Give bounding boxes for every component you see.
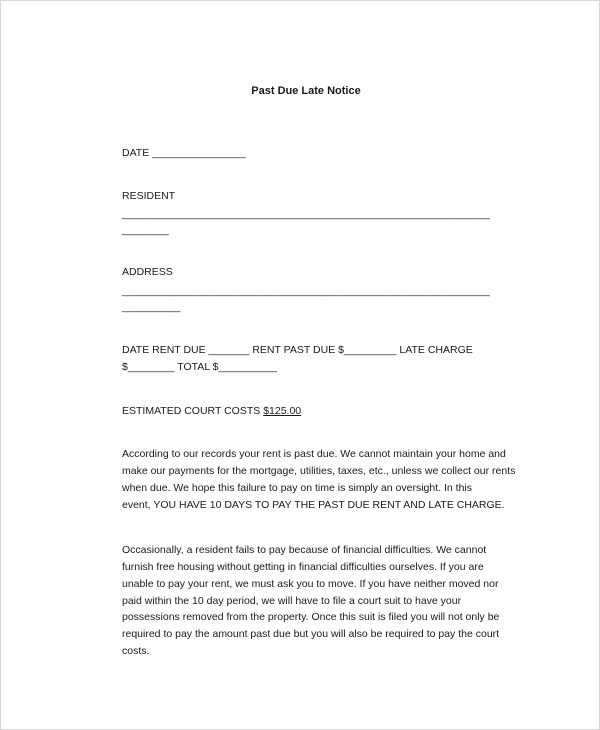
paragraph-2-line: unable to pay your rent, we must ask you to move. If you have neither moved nor xyxy=(122,578,499,590)
date-field-line: DATE ________________ xyxy=(122,147,246,159)
paragraph-2-line: costs. xyxy=(122,645,150,657)
paragraph-1-line: make our payments for the mortgage, utilities, taxes, etc., unless we collect our rents xyxy=(122,465,516,477)
resident-blank-line: _______________________________________________________________ xyxy=(122,208,490,220)
paragraph-2-line: paid within the 10 day period, we will have to file a court suit to have your xyxy=(122,595,462,607)
resident-blank-line: ________ xyxy=(122,224,169,236)
address-label: ADDRESS xyxy=(122,266,173,278)
address-blank-line: _______________________________________________________________ xyxy=(122,285,490,297)
address-blank-line: __________ xyxy=(122,301,181,313)
paragraph-2-line: required to pay the amount past due but you will also be required to pay the court xyxy=(122,628,500,640)
paragraph-2-line: possessions removed from the property. Once this suit is filed you will not only be xyxy=(122,611,500,623)
document-title: Past Due Late Notice xyxy=(251,85,361,97)
paragraph-1-line: According to our records your rent is past due. We cannot maintain your home and xyxy=(122,448,506,460)
paragraph-1-line: when due. We hope this failure to pay on time is simply an oversight. In this xyxy=(122,482,472,494)
resident-label: RESIDENT xyxy=(122,190,176,202)
charges-line: DATE RENT DUE _______ RENT PAST DUE $_________ LATE CHARGE xyxy=(122,344,473,356)
paragraph-2-line: Occasionally, a resident fails to pay because of financial difficulties. We cannot xyxy=(122,544,487,556)
court-costs-label: ESTIMATED COURT COSTS xyxy=(122,405,264,417)
paragraph-2-line: furnish free housing without getting in financial difficulties ourselves. If you are xyxy=(122,561,484,573)
court-costs-line xyxy=(122,405,301,418)
court-costs-amount: $125.00 xyxy=(263,405,302,417)
charges-line: $________ TOTAL $__________ xyxy=(122,361,277,373)
paragraph-1-line: event, YOU HAVE 10 DAYS TO PAY THE PAST DUE RENT AND LATE CHARGE. xyxy=(122,499,505,511)
